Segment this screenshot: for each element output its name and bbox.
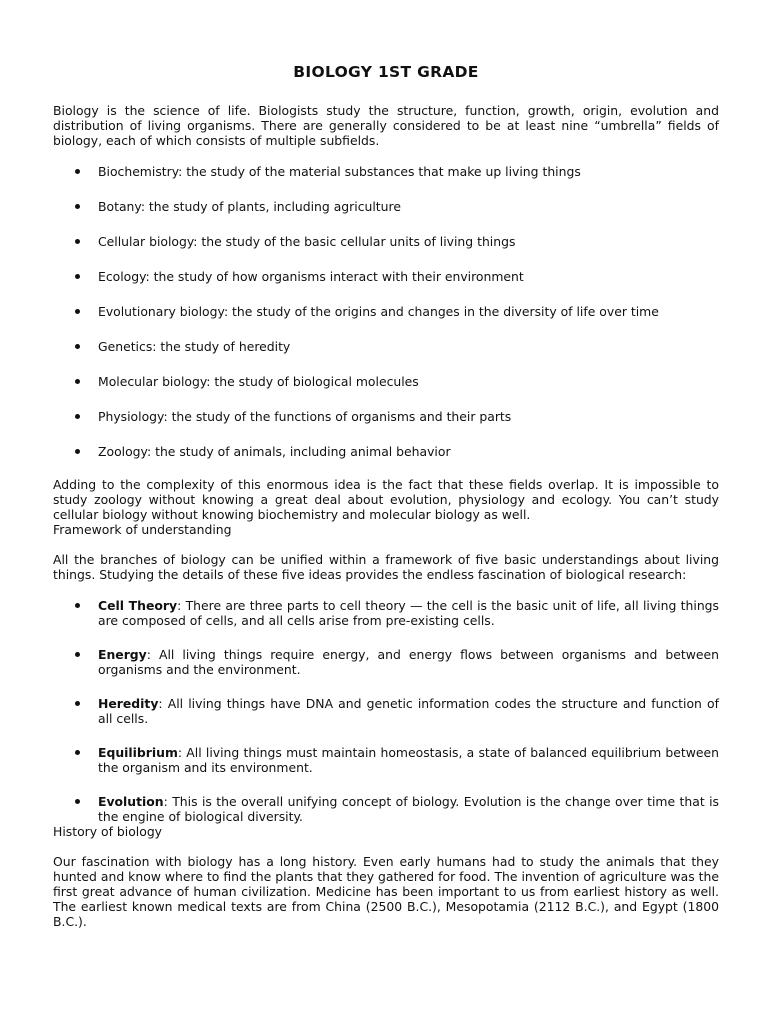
history-paragraph: Our fascination with biology has a long history. Even early humans had to study the animals that they hunted and know where to find the plants that they gathered for food. The invention of agriculture was the first great advance of human civilization. Medicine has been important to us from earliest history as well. The earliest known medical texts are from China (2500 B.C.), Mesopotamia (2112 B.C.), and Egypt (1800 B.C.). bbox=[53, 854, 719, 929]
list-item bbox=[53, 164, 719, 179]
intro-paragraph: Biology is the science of life. Biologists study the structure, function, growth, origin, evolution and distribution of living organisms. There are generally considered to be at least nine “umbrella” fields of biology, each of which consists of multiple subfields. bbox=[53, 103, 719, 148]
list-item bbox=[53, 409, 719, 424]
list-item-text: Botany: the study of plants, including agriculture bbox=[98, 199, 401, 214]
bullet-icon bbox=[75, 701, 80, 706]
bullet-icon bbox=[75, 449, 80, 454]
bullet-icon bbox=[75, 274, 80, 279]
framework-heading: Framework of understanding bbox=[53, 522, 232, 537]
document-page bbox=[53, 62, 719, 929]
document-title: BIOLOGY 1ST GRADE bbox=[293, 63, 479, 81]
list-item bbox=[53, 794, 719, 824]
understanding-term: Heredity bbox=[98, 696, 159, 711]
list-item bbox=[53, 745, 719, 775]
bullet-icon bbox=[75, 169, 80, 174]
list-item bbox=[53, 696, 719, 726]
understanding-text: : There are three parts to cell theory — the cell is the basic unit of life, all living things are composed of cells, and all cells arise from pre-existing cells. bbox=[98, 598, 719, 628]
understanding-text: : This is the overall unifying concept of biology. Evolution is the change over time that is the engine of biological diversity. bbox=[98, 794, 719, 824]
list-item-text: Evolutionary biology: the study of the origins and changes in the diversity of life over time bbox=[98, 304, 659, 319]
understanding-text: : All living things must maintain homeostasis, a state of balanced equilibrium between the organism and its environment. bbox=[98, 745, 719, 775]
bullet-icon bbox=[75, 799, 80, 804]
bullet-icon bbox=[75, 379, 80, 384]
history-heading: History of biology bbox=[53, 824, 163, 839]
list-item bbox=[53, 234, 719, 249]
list-item bbox=[53, 304, 719, 319]
understanding-term: Equilibrium bbox=[98, 745, 178, 760]
bullet-icon bbox=[75, 344, 80, 349]
bullet-icon bbox=[75, 750, 80, 755]
list-item bbox=[53, 598, 719, 628]
list-item bbox=[53, 374, 719, 389]
bullet-icon bbox=[75, 239, 80, 244]
bullet-icon bbox=[75, 204, 80, 209]
list-item-text: Molecular biology: the study of biological molecules bbox=[98, 374, 419, 389]
framework-intro-paragraph: All the branches of biology can be unified within a framework of five basic understandings about living things. Studying the details of these five ideas provides the endless fascination of biological research: bbox=[53, 552, 719, 582]
list-item-text: Cellular biology: the study of the basic cellular units of living things bbox=[98, 234, 516, 249]
list-item bbox=[53, 269, 719, 284]
list-item-text: Ecology: the study of how organisms interact with their environment bbox=[98, 269, 524, 284]
list-item-text: Genetics: the study of heredity bbox=[98, 339, 291, 354]
list-item-text: Zoology: the study of animals, including animal behavior bbox=[98, 444, 451, 459]
list-item bbox=[53, 444, 719, 459]
list-item-text: Biochemistry: the study of the material substances that make up living things bbox=[98, 164, 581, 179]
list-item bbox=[53, 199, 719, 214]
understandings-list bbox=[53, 598, 719, 824]
understanding-text: : All living things have DNA and genetic information codes the structure and function of all cells. bbox=[98, 696, 719, 726]
overlap-paragraph: Adding to the complexity of this enormous idea is the fact that these fields overlap. It is impossible to study zoology without knowing a great deal about evolution, physiology and ecology. You can’t study cellular biology without knowing biochemistry and molecular biology as well. bbox=[53, 477, 719, 522]
understanding-term: Energy bbox=[98, 647, 147, 662]
list-item bbox=[53, 339, 719, 354]
understanding-term: Evolution bbox=[98, 794, 164, 809]
list-item bbox=[53, 647, 719, 677]
bullet-icon bbox=[75, 652, 80, 657]
understanding-term: Cell Theory bbox=[98, 598, 178, 613]
biology-fields-list bbox=[53, 164, 719, 459]
bullet-icon bbox=[75, 309, 80, 314]
bullet-icon bbox=[75, 603, 80, 608]
list-item-text: Physiology: the study of the functions of organisms and their parts bbox=[98, 409, 512, 424]
understanding-text: : All living things require energy, and energy flows between organisms and between organisms and the environment. bbox=[98, 647, 719, 677]
bullet-icon bbox=[75, 414, 80, 419]
